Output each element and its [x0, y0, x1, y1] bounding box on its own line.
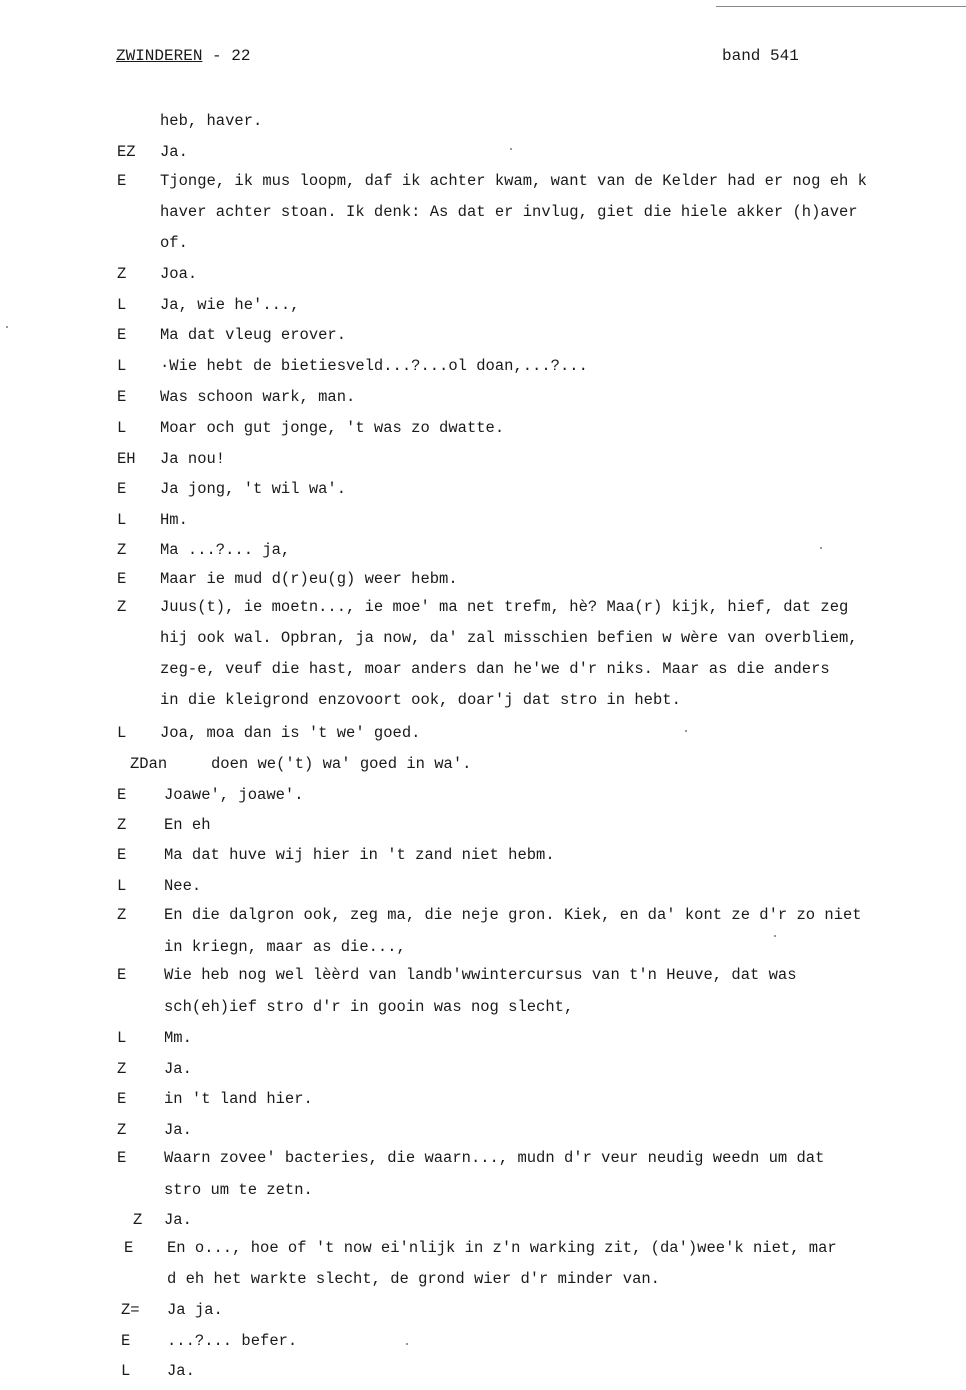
line-text: Mm.: [164, 1029, 192, 1047]
speaker-label: L: [121, 1362, 131, 1380]
line-text: stro um te zetn.: [164, 1181, 313, 1199]
speaker-label: Z: [117, 906, 127, 924]
speaker-label: E: [117, 388, 127, 406]
scan-speck: [6, 326, 8, 328]
line-text: in kriegn, maar as die...,: [164, 938, 406, 956]
line-text: Maar ie mud d(r)eu(g) weer hebm.: [160, 570, 458, 588]
line-text: sch(eh)ief stro d'r in gooin was nog slecht,: [164, 998, 574, 1016]
line-text: Ja.: [167, 1362, 195, 1380]
line-text: Moar och gut jonge, 't was zo dwatte.: [160, 419, 505, 437]
line-text: Ja.: [164, 1121, 192, 1139]
speaker-label: Z: [117, 541, 127, 559]
speaker-label: E: [121, 1332, 131, 1350]
speaker-label: L: [117, 357, 127, 375]
line-text: En eh: [164, 816, 211, 834]
line-text: of.: [160, 234, 188, 252]
line-text: Ja nou!: [160, 450, 226, 468]
line-text: Joa, moa dan is 't we' goed.: [160, 724, 421, 742]
scan-speck: [820, 547, 822, 549]
scan-speck: [510, 148, 512, 150]
scan-speck: [406, 1343, 408, 1345]
line-text: Wie heb nog wel lèèrd van landb'wwintercursus van t'n Heuve, dat was: [164, 966, 797, 984]
top-rule: [716, 6, 966, 7]
line-text: Nee.: [164, 877, 202, 895]
speaker-label: E: [117, 172, 127, 190]
speaker-label: Z: [133, 1211, 143, 1229]
line-text: in 't land hier.: [164, 1090, 313, 1108]
line-text: zeg-e, veuf die hast, moar anders dan he'we d'r niks. Maar as die anders: [160, 660, 830, 678]
speaker-label: E: [117, 966, 127, 984]
line-text: doen we('t) wa' goed in wa'.: [211, 755, 472, 773]
line-text: Ma ...?... ja,: [160, 541, 291, 559]
line-text: haver achter stoan. Ik denk: As dat er invlug, giet die hiele akker (h)aver: [160, 203, 858, 221]
speaker-label: L: [117, 724, 127, 742]
line-text: Ja.: [160, 143, 188, 161]
line-text: in die kleigrond enzovoort ook, doar'j dat stro in hebt.: [160, 691, 681, 709]
line-text: d eh het warkte slecht, de grond wier d'r minder van.: [167, 1270, 660, 1288]
line-text: Ja jong, 't wil wa'.: [160, 480, 347, 498]
line-text: Juus(t), ie moetn..., ie moe' ma net trefm, hè? Maa(r) kijk, hief, dat zeg: [160, 598, 849, 616]
line-text: Ma dat vleug erover.: [160, 326, 347, 344]
line-text: Hm.: [160, 511, 188, 529]
speaker-label: ZDan: [130, 755, 168, 773]
line-text: Was schoon wark, man.: [160, 388, 356, 406]
line-text: ...?... befer.: [167, 1332, 298, 1350]
speaker-label: EZ: [117, 143, 136, 161]
speaker-label: E: [117, 480, 127, 498]
line-text: heb, haver.: [160, 112, 263, 130]
line-text: Joawe', joawe'.: [164, 786, 304, 804]
page-header-left: [116, 47, 250, 65]
scan-speck: [774, 935, 776, 937]
band-label: band 541: [722, 47, 799, 65]
line-text: Tjonge, ik mus loopm, daf ik achter kwam, want van de Kelder had er nog eh k: [160, 172, 867, 190]
page-title: ZWINDEREN: [116, 47, 203, 65]
speaker-label: EH: [117, 450, 136, 468]
speaker-label: L: [117, 877, 127, 895]
line-text: Joa.: [160, 265, 198, 283]
speaker-label: Z: [117, 1121, 127, 1139]
speaker-label: E: [124, 1239, 134, 1257]
speaker-label: Z: [117, 265, 127, 283]
speaker-label: E: [117, 786, 127, 804]
scan-speck: [685, 730, 687, 732]
speaker-label: L: [117, 1029, 127, 1047]
line-text: hij ook wal. Opbran, ja now, da' zal misschien befien w wère van overbliem,: [160, 629, 858, 647]
speaker-label: E: [117, 1090, 127, 1108]
speaker-label: L: [117, 419, 127, 437]
speaker-label: E: [117, 326, 127, 344]
speaker-label: Z=: [121, 1301, 140, 1319]
line-text: Ja.: [164, 1060, 192, 1078]
speaker-label: L: [117, 511, 127, 529]
page-number: - 22: [212, 47, 251, 65]
line-text: Ja ja.: [167, 1301, 223, 1319]
speaker-label: E: [117, 570, 127, 588]
speaker-label: E: [117, 1149, 127, 1167]
speaker-label: Z: [117, 598, 127, 616]
line-text: Ja.: [164, 1211, 192, 1229]
speaker-label: Z: [117, 1060, 127, 1078]
line-text: Ma dat huve wij hier in 't zand niet hebm.: [164, 846, 555, 864]
line-text: Ja, wie he'...,: [160, 296, 300, 314]
speaker-label: E: [117, 846, 127, 864]
line-text: Waarn zovee' bacteries, die waarn..., mudn d'r veur neudig weedn um dat: [164, 1149, 825, 1167]
line-text: ·Wie hebt de bietiesveld...?...ol doan,...?...: [160, 357, 588, 375]
line-text: En o..., hoe of 't now ei'nlijk in z'n warking zit, (da')wee'k niet, mar: [167, 1239, 837, 1257]
line-text: En die dalgron ook, zeg ma, die neje gron. Kiek, en da' kont ze d'r zo niet: [164, 906, 862, 924]
speaker-label: L: [117, 296, 127, 314]
speaker-label: Z: [117, 816, 127, 834]
